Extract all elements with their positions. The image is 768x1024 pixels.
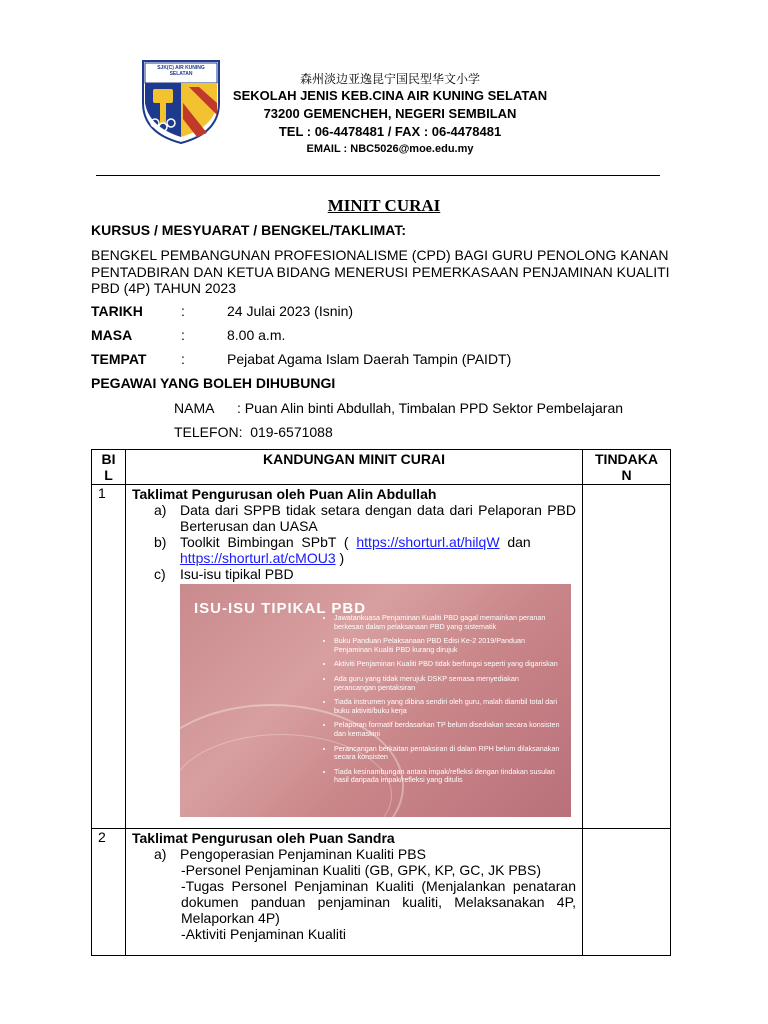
minutes-table [91, 449, 671, 956]
contact-phone: TELEFON: 019-6571088 [174, 424, 333, 440]
school-name: SEKOLAH JENIS KEB.CINA AIR KUNING SELATAN [232, 88, 548, 103]
contact-heading: PEGAWAI YANG BOLEH DIHUBUNGI [91, 375, 336, 391]
slide-bullet: • Tiada instrumen yang dibina sendiri oleh guru, malah diambil total dari buku aktiviti/buku kerja [334, 698, 562, 715]
isu-tipikal-slide-image [180, 584, 571, 817]
row2-line2: -Tugas Personel Penjaminan Kualiti (Menjalankan penataran dokumen panduan penjaminan kualiti, Melaksanakan 4P, Melaporkan 4P) [181, 878, 576, 926]
row2-title: Taklimat Pengurusan oleh Puan Sandra [132, 830, 395, 846]
tarikh-label: TARIKH [91, 303, 143, 319]
tarikh-value: 24 Julai 2023 (Isnin) [227, 303, 354, 319]
masa-label: MASA [91, 327, 133, 343]
table-header-row [92, 450, 671, 485]
masa-value: 8.00 a.m. [227, 327, 286, 343]
header-divider [96, 175, 660, 176]
slide-bullet-list [320, 614, 571, 791]
table-row [92, 829, 671, 956]
toolkit-link-2[interactable]: https://shorturl.at/cMOU3 [180, 550, 336, 566]
row1-content [126, 485, 583, 829]
slide-bullet: • Aktiviti Penjaminan Kualiti PBD tidak berfungsi seperti yang digariskan [334, 660, 562, 669]
event-label: KURSUS / MESYUARAT / BENGKEL/TAKLIMAT: [91, 222, 406, 238]
slide-bullet: • Perancangan berkaitan pentaksiran di dalam RPH belum dilaksanakan secara konsisten [334, 745, 562, 762]
col-kandungan-header: KANDUNGAN MINIT CURAI [126, 450, 583, 485]
tempat-label: TEMPAT [91, 351, 147, 367]
row1-bil: 1 [92, 485, 126, 829]
table-row [92, 485, 671, 829]
slide-bullet: • Jawatankuasa Penjaminan Kualiti PBD gagal memainkan peranan berkesan dalam pelaksanaan PBD yang sistematik [334, 614, 562, 631]
row2-bil: 2 [92, 829, 126, 956]
row2-tindakan [583, 829, 671, 956]
row1-item-c: c) Isu-isu tipikal PBD [154, 566, 294, 582]
row1-tindakan [583, 485, 671, 829]
event-title: BENGKEL PEMBANGUNAN PROFESIONALISME (CPD) BAGI GURU PENOLONG KANAN PENTADBIRAN DAN KETUA BIDANG MENERUSI PEMERKASAAN PENJAMINAN KUALITI PBD (4P) TAHUN 2023 [91, 247, 670, 296]
tempat-colon: : [181, 351, 185, 367]
logo-text: SJK(C) AIR KUNING SELATAN [157, 65, 205, 77]
toolkit-link-1[interactable]: https://shorturl.at/hilqW [356, 534, 500, 550]
col-tindakan-header: TINDAKA N [583, 450, 671, 485]
school-email: EMAIL : NBC5026@moe.edu.my [306, 143, 474, 155]
col-bil-header: BI L [92, 450, 126, 485]
slide-bullet: • Buku Panduan Pelaksanaan PBD Edisi Ke-2 2019/Panduan Penjaminan Kualiti PBD kurang dirujuk [334, 637, 562, 654]
masa-colon: : [181, 327, 185, 343]
row1-item-b: b) Toolkit Bimbingan SPbT ( https://shorturl.at/hilqW dan https://shorturl.at/cMOU3 ) [154, 534, 531, 566]
document-title: MINIT CURAI [327, 196, 441, 215]
school-address: 73200 GEMENCHEH, NEGERI SEMBILAN [263, 106, 517, 121]
school-phone-fax: TEL : 06-4478481 / FAX : 06-4478481 [278, 124, 502, 139]
row2-content [126, 829, 583, 956]
tempat-value: Pejabat Agama Islam Daerah Tampin (PAIDT) [227, 351, 512, 367]
row2-line3: -Aktiviti Penjaminan Kualiti [181, 926, 346, 942]
row1-item-a: a) Data dari SPPB tidak setara dengan data dari Pelaporan PBD Berterusan dan UASA [154, 502, 576, 534]
tarikh-colon: : [181, 303, 185, 319]
slide-bullet: • Ada guru yang tidak merujuk DSKP semasa menyediakan perancangan pentaksiran [334, 675, 562, 692]
slide-title: ISU-ISU TIPIKAL PBD [194, 600, 367, 617]
slide-bullet: • Pelaporan formatif berdasarkan TP belum disediakan secara konsisten dan kemaskini [334, 721, 562, 738]
row2-item-a: a) Pengoperasian Penjaminan Kualiti PBS [154, 846, 426, 862]
chinese-school-name: 森州淡边亚逸昆宁国民型华文小学 [299, 72, 480, 86]
row1-title: Taklimat Pengurusan oleh Puan Alin Abdullah [132, 486, 437, 502]
row2-line1: -Personel Penjaminan Kualiti (GB, GPK, KP, GC, JK PBS) [181, 862, 542, 878]
contact-name: NAMA : Puan Alin binti Abdullah, Timbalan PPD Sektor Pembelajaran [174, 400, 624, 416]
slide-bullet: • Tiada kesinambungan antara impak/refleksi dengan tindakan susulan hasil daripada impak/refleksi yang ditulis [334, 768, 562, 785]
